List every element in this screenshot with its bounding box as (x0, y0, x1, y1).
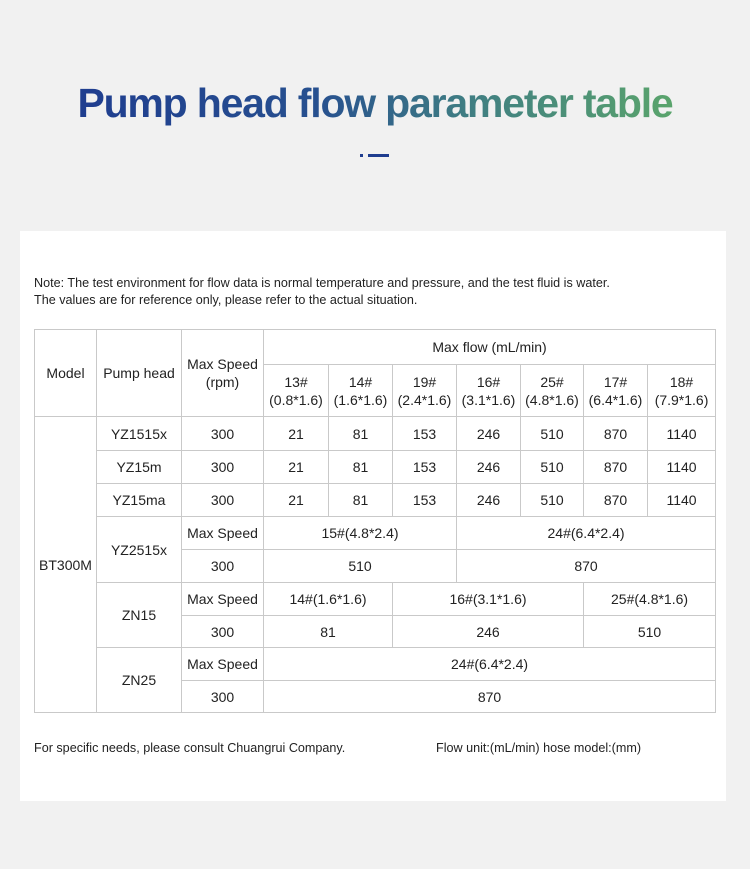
hose-header: 14# (1.6*1.6) (329, 365, 393, 417)
flow-cell: 870 (584, 451, 648, 484)
flow-cell: 870 (264, 681, 716, 713)
pump-head-cell: YZ15m (97, 451, 182, 484)
speed-cell: 300 (182, 681, 264, 713)
flow-cell: 1140 (648, 484, 716, 517)
model-cell: BT300M (35, 417, 97, 713)
hose-cell: 14#(1.6*1.6) (264, 583, 393, 616)
flow-cell: 1140 (648, 451, 716, 484)
flow-cell: 870 (457, 550, 716, 583)
note-line-1: Note: The test environment for flow data is normal temperature and pressure, and the test fluid is water. (34, 276, 610, 290)
hose-cell: 25#(4.8*1.6) (584, 583, 716, 616)
speed-cell: 300 (182, 484, 264, 517)
pump-head-cell: ZN25 (97, 648, 182, 713)
flow-cell: 21 (264, 451, 329, 484)
pump-head-cell: YZ1515x (97, 417, 182, 451)
flow-cell: 81 (264, 616, 393, 648)
speed-cell: 300 (182, 417, 264, 451)
hose-header: 16# (3.1*1.6) (457, 365, 521, 417)
hose-header: 25# (4.8*1.6) (521, 365, 584, 417)
speed-label-cell: Max Speed (182, 648, 264, 681)
flow-cell: 510 (521, 417, 584, 451)
hose-cell: 24#(6.4*2.4) (457, 517, 716, 550)
flow-parameter-table (34, 329, 716, 713)
speed-cell: 300 (182, 616, 264, 648)
speed-cell: 300 (182, 550, 264, 583)
parameter-card (20, 231, 726, 801)
flow-cell: 870 (584, 484, 648, 517)
flow-cell: 246 (457, 451, 521, 484)
flow-cell: 510 (521, 451, 584, 484)
hose-cell: 24#(6.4*2.4) (264, 648, 716, 681)
flow-cell: 510 (584, 616, 716, 648)
flow-cell: 510 (521, 484, 584, 517)
note (34, 275, 610, 309)
flow-cell: 246 (457, 484, 521, 517)
header-pump-head: Pump head (97, 330, 182, 417)
hose-cell: 16#(3.1*1.6) (393, 583, 584, 616)
flow-cell: 153 (393, 484, 457, 517)
flow-cell: 246 (393, 616, 584, 648)
speed-label-cell: Max Speed (182, 583, 264, 616)
flow-cell: 81 (329, 451, 393, 484)
flow-cell: 153 (393, 417, 457, 451)
page-title: Pump head flow parameter table (77, 80, 673, 126)
flow-cell: 21 (264, 417, 329, 451)
note-line-2: The values are for reference only, please refer to the actual situation. (34, 293, 418, 307)
footer-unit-note: Flow unit:(mL/min) hose model:(mm) (436, 741, 642, 755)
flow-cell: 510 (264, 550, 457, 583)
hose-cell: 15#(4.8*2.4) (264, 517, 457, 550)
flow-cell: 870 (584, 417, 648, 451)
hose-header: 19# (2.4*1.6) (393, 365, 457, 417)
speed-label-cell: Max Speed (182, 517, 264, 550)
flow-cell: 81 (329, 417, 393, 451)
hose-header: 17# (6.4*1.6) (584, 365, 648, 417)
pump-head-cell: YZ2515x (97, 517, 182, 583)
hose-header: 18# (7.9*1.6) (648, 365, 716, 417)
pump-head-cell: ZN15 (97, 583, 182, 648)
header-max-flow: Max flow (mL/min) (264, 330, 716, 365)
flow-cell: 153 (393, 451, 457, 484)
flow-cell: 21 (264, 484, 329, 517)
hose-header: 13# (0.8*1.6) (264, 365, 329, 417)
header-model: Model (35, 330, 97, 417)
flow-cell: 1140 (648, 417, 716, 451)
flow-cell: 246 (457, 417, 521, 451)
flow-cell: 81 (329, 484, 393, 517)
pump-head-cell: YZ15ma (97, 484, 182, 517)
speed-cell: 300 (182, 451, 264, 484)
header-max-speed: Max Speed (rpm) (182, 330, 264, 417)
footer-contact-note: For specific needs, please consult Chuangrui Company. (34, 741, 346, 755)
